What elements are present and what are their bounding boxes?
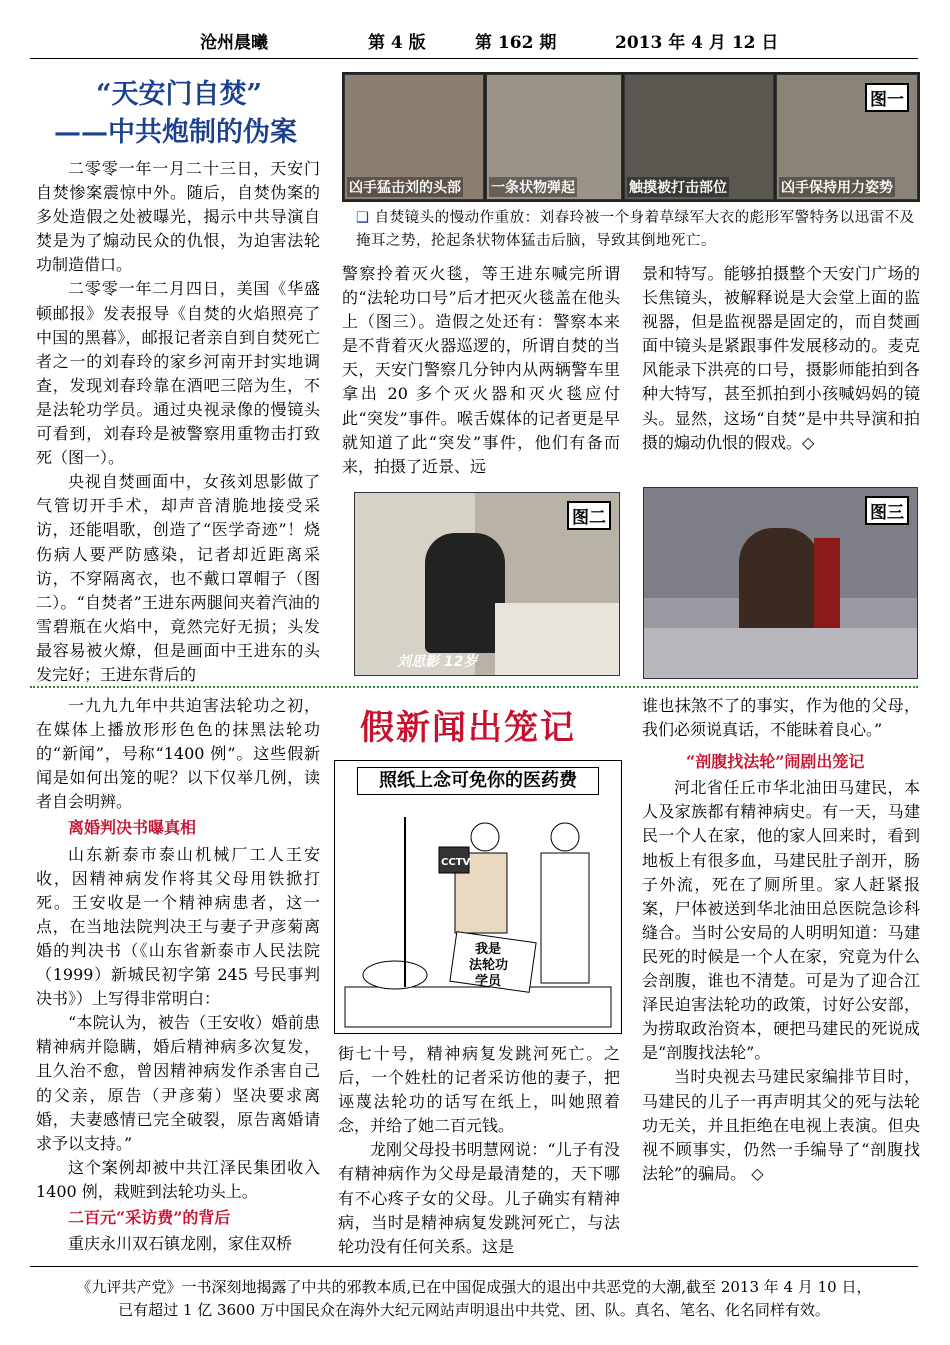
paragraph: 谁也抹煞不了的事实，作为他的父母，我们必须说真话，不能昧着良心。” [642,696,920,740]
cartoon-bed [345,987,611,1027]
paragraph: 河北省任丘市华北油田马建民，本人及家族都有精神病史。有一天，马建民一个人在家，他的家人回来时，看到地板上有很多血，马建民肚子剖开，肠子外流，死在了厕所里。家人赶紧报案，尸体被送到华北油田总医院急诊科缝合。当时公安局的人明明知道：马建民死的时候是一个人在家，究竟为什么会剖腹，谁也不清楚。可是为了迎合江泽民迫害法轮功的政策，讨好公安部，为捞取政治资本，硬把马建民的死说成是“剖腹找法轮”。 [642,778,920,1063]
photo-caption [356,207,916,253]
figure-tag: 图二 [567,501,611,530]
article1-col2 [342,262,620,479]
paragraph: 街七十号，精神病复发跳河死亡。之后，一个姓杜的记者采访他的妻子，把诬蔑法轮功的话写在纸上，叫她照着念，并给了她二百元钱。 [338,1044,620,1136]
article1-col1 [36,157,320,687]
paragraph: 一九九九年中共迫害法轮功之初，在媒体上播放形形色色的抹黑法轮功的“新闻”，号称“1400 例”。这些假新闻是如何出笼的呢？以下仅举几例，读者自会明辨。 [36,696,320,812]
paragraph: “本院认为，被告（王安收）婚前患精神病并隐瞒，婚后精神病多次复发，且久治不愈，曾因精神病发作杀害自己的父亲，原告（尹彦菊）坚决要求离婚，夫妻感情已完全破裂，原告离婚请求予以支持。” [36,1013,320,1153]
photo-frame-label: 凶手保持用力姿势 [779,177,895,197]
paragraph: 警察拎着灭火毯，等王进东喊完所谓的“法轮功口号”后才把灭火毯盖在他头上（图三）。造假之处还有：警察本来是不背着灭火器巡逻的，所谓自焚的当天，天安门警察几分钟内从两辆警车里拿出 20 多个灭火器和灭火毯应付此“突发”事件。喉舌媒体的记者更是早就知道了此“突发”事件，他们有备而来，拍摄了近景、远 [342,264,620,476]
paragraph: 山东新泰市泰山机械厂工人王安收，因精神病发作将其父母用铁掀打死。王安收是一个精神病患者，这一点，在当地法院判决王与妻子尹彦菊离婚的判决书（《山东省新泰市人民法院（1999）新城民初字第 245 号民事判决书》）上写得非常明白： [36,844,320,1009]
section-divider [30,686,918,688]
photo-frame-2 [486,74,622,200]
paragraph: 当时央视去马建民家编排节目时，马建民的儿子一再声明其父的死与法轮功无关，并且拒绝在电视上表演。但央视不顾事实，仍然一手编导了“剖腹找法轮”的骗局。 ◇ [642,1067,920,1183]
header-rule [30,58,918,59]
footer [30,1276,918,1322]
footer-line1: 《九评共产党》一书深刻地揭露了中共的邪教本质,已在中国促成强大的退出中共恶党的大潮,截至 2013 年 4 月 10 日， [76,1278,872,1296]
cartoon-camera-label: CCTV [441,857,471,868]
article1-title-line2: ——中共炮制的伪案 [54,117,297,148]
paragraph: 二零零一年一月二十三日，天安门自焚惨案震惊中外。随后，自焚伪案的多处造假之处被曝光，揭示中共导演自焚是为了煽动民众的仇恨，为迫害法轮功制造借口。 [36,159,320,275]
paragraph: 龙刚父母投书明慧网说：“儿子有没有精神病作为父母是最清楚的，天下哪有不心疼子女的父母。儿子确实有精神病，当时是精神病复发跳河死亡，与法轮功没有任何关系。这是 [338,1140,620,1256]
photo-frame-label: 凶手猛击刘的头部 [347,177,463,197]
cartoon-drawing [335,797,621,1033]
photo-frame-label: 一条状物弹起 [489,177,577,197]
date: 2013 年 4 月 12 日 [615,33,779,53]
photo-2 [354,492,620,676]
cartoon-nurse-head [551,823,579,851]
paragraph: 央视自焚画面中，女孩刘思影做了气管切开手术，却声音清脆地接受采访，还能唱歌，创造了“医学奇迹”！烧伤病人要严防感染，记者却近距离采访，不穿隔离衣，也不戴口罩帽子（图二）。“自焚者”王进东两腿间夹着汽油的雪碧瓶在火焰中，竟然完好无损；头发最容易被火燎，但是画面中王进东的头发完好；王进东背后的 [36,472,320,684]
photo-frame-label: 触摸被打击部位 [627,177,729,197]
cartoon-sign-line1: 我是 [475,942,502,957]
subheading: 离婚判决书曝真相 [68,818,197,838]
cartoon-sign-line3: 学员 [475,974,502,989]
caption-text: 自焚镜头的慢动作重放：刘春玲被一个身着草绿军大衣的彪形军警特务以迅雷不及掩耳之势，抡起条状物体猛击后脑，导致其倒地死亡。 [356,210,915,249]
photo-frame-3 [624,74,774,200]
paragraph: 景和特写。能够拍摄整个天安门广场的长焦镜头，被解释说是大会堂上面的监视器，但是监视器是固定的，而自焚画面中镜头是紧跟事件发展移动的。麦克风能录下洪亮的口号，摄影师能拍到各种大特写，甚至抓拍到小孩喊妈妈的镜头。显然，这场“自焚”是中共导演和拍摄的煽动仇恨的假戏。◇ [642,264,920,452]
issue: 第 162 期 [475,33,557,53]
figure-tag: 图三 [865,496,909,525]
edition: 第 4 版 [368,33,426,53]
cartoon [334,760,622,1034]
cartoon-nurse-body [541,853,589,983]
footer-line2: 已有超过 1 亿 3600 万中国民众在海外大纪元网站声明退出中共党、团、队。真名、笔名、化名同样有效。 [118,1301,830,1319]
subheading: 二百元“采访费”的背后 [68,1207,231,1227]
cartoon-patient [363,961,427,989]
figure-tag: 图一 [865,83,909,112]
cartoon-sign-line2: 法轮功 [469,958,509,973]
photo-3-flag [814,538,840,628]
caption-marker-icon: ❑ [356,210,370,226]
photo-3-person [739,528,819,638]
article2-col2 [338,1042,620,1259]
photo-frame-1 [344,74,484,200]
paragraph: 这个案例却被中共江泽民集团收入 1400 例，栽赃到法轮功头上。 [36,1157,320,1201]
subheading: “剖腹找法轮”闹剧出笼记 [686,752,865,772]
photo-3 [643,487,918,679]
footer-rule [30,1266,918,1267]
paragraph: 重庆永川双石镇龙刚，家住双桥 [68,1234,293,1254]
article2-title: 假新闻出笼记 [360,708,576,748]
paper-name: 沧州晨曦 [200,33,268,53]
photo-3-ground [644,628,917,678]
cartoon-reporter-head [471,823,499,851]
paragraph: 二零零一年二月四日，美国《华盛顿邮报》发表报导《自焚的火焰照亮了中国的黑暮》，邮报记者亲自到自焚死亡者之一的刘春玲的家乡河南开封实地调查，发现刘春玲靠在酒吧三陪为生，不是法轮功学员。通过央视录像的慢镜头可看到，刘春玲是被警察用重物击打致死（图一）。 [36,279,320,468]
article1-col3 [642,262,920,455]
cartoon-title: 照纸上念可免你的医药费 [357,767,599,795]
photo-2-label: 刘思影 12岁 [397,654,478,670]
article2-col1 [36,694,320,1256]
article1-title-line1: “天安门自焚” [96,79,263,110]
photo-frame-4 [776,74,918,200]
photo-2-bed [495,603,619,675]
photo-strip [342,72,920,202]
article2-col3 [642,694,920,1186]
photo-2-person [425,533,505,653]
